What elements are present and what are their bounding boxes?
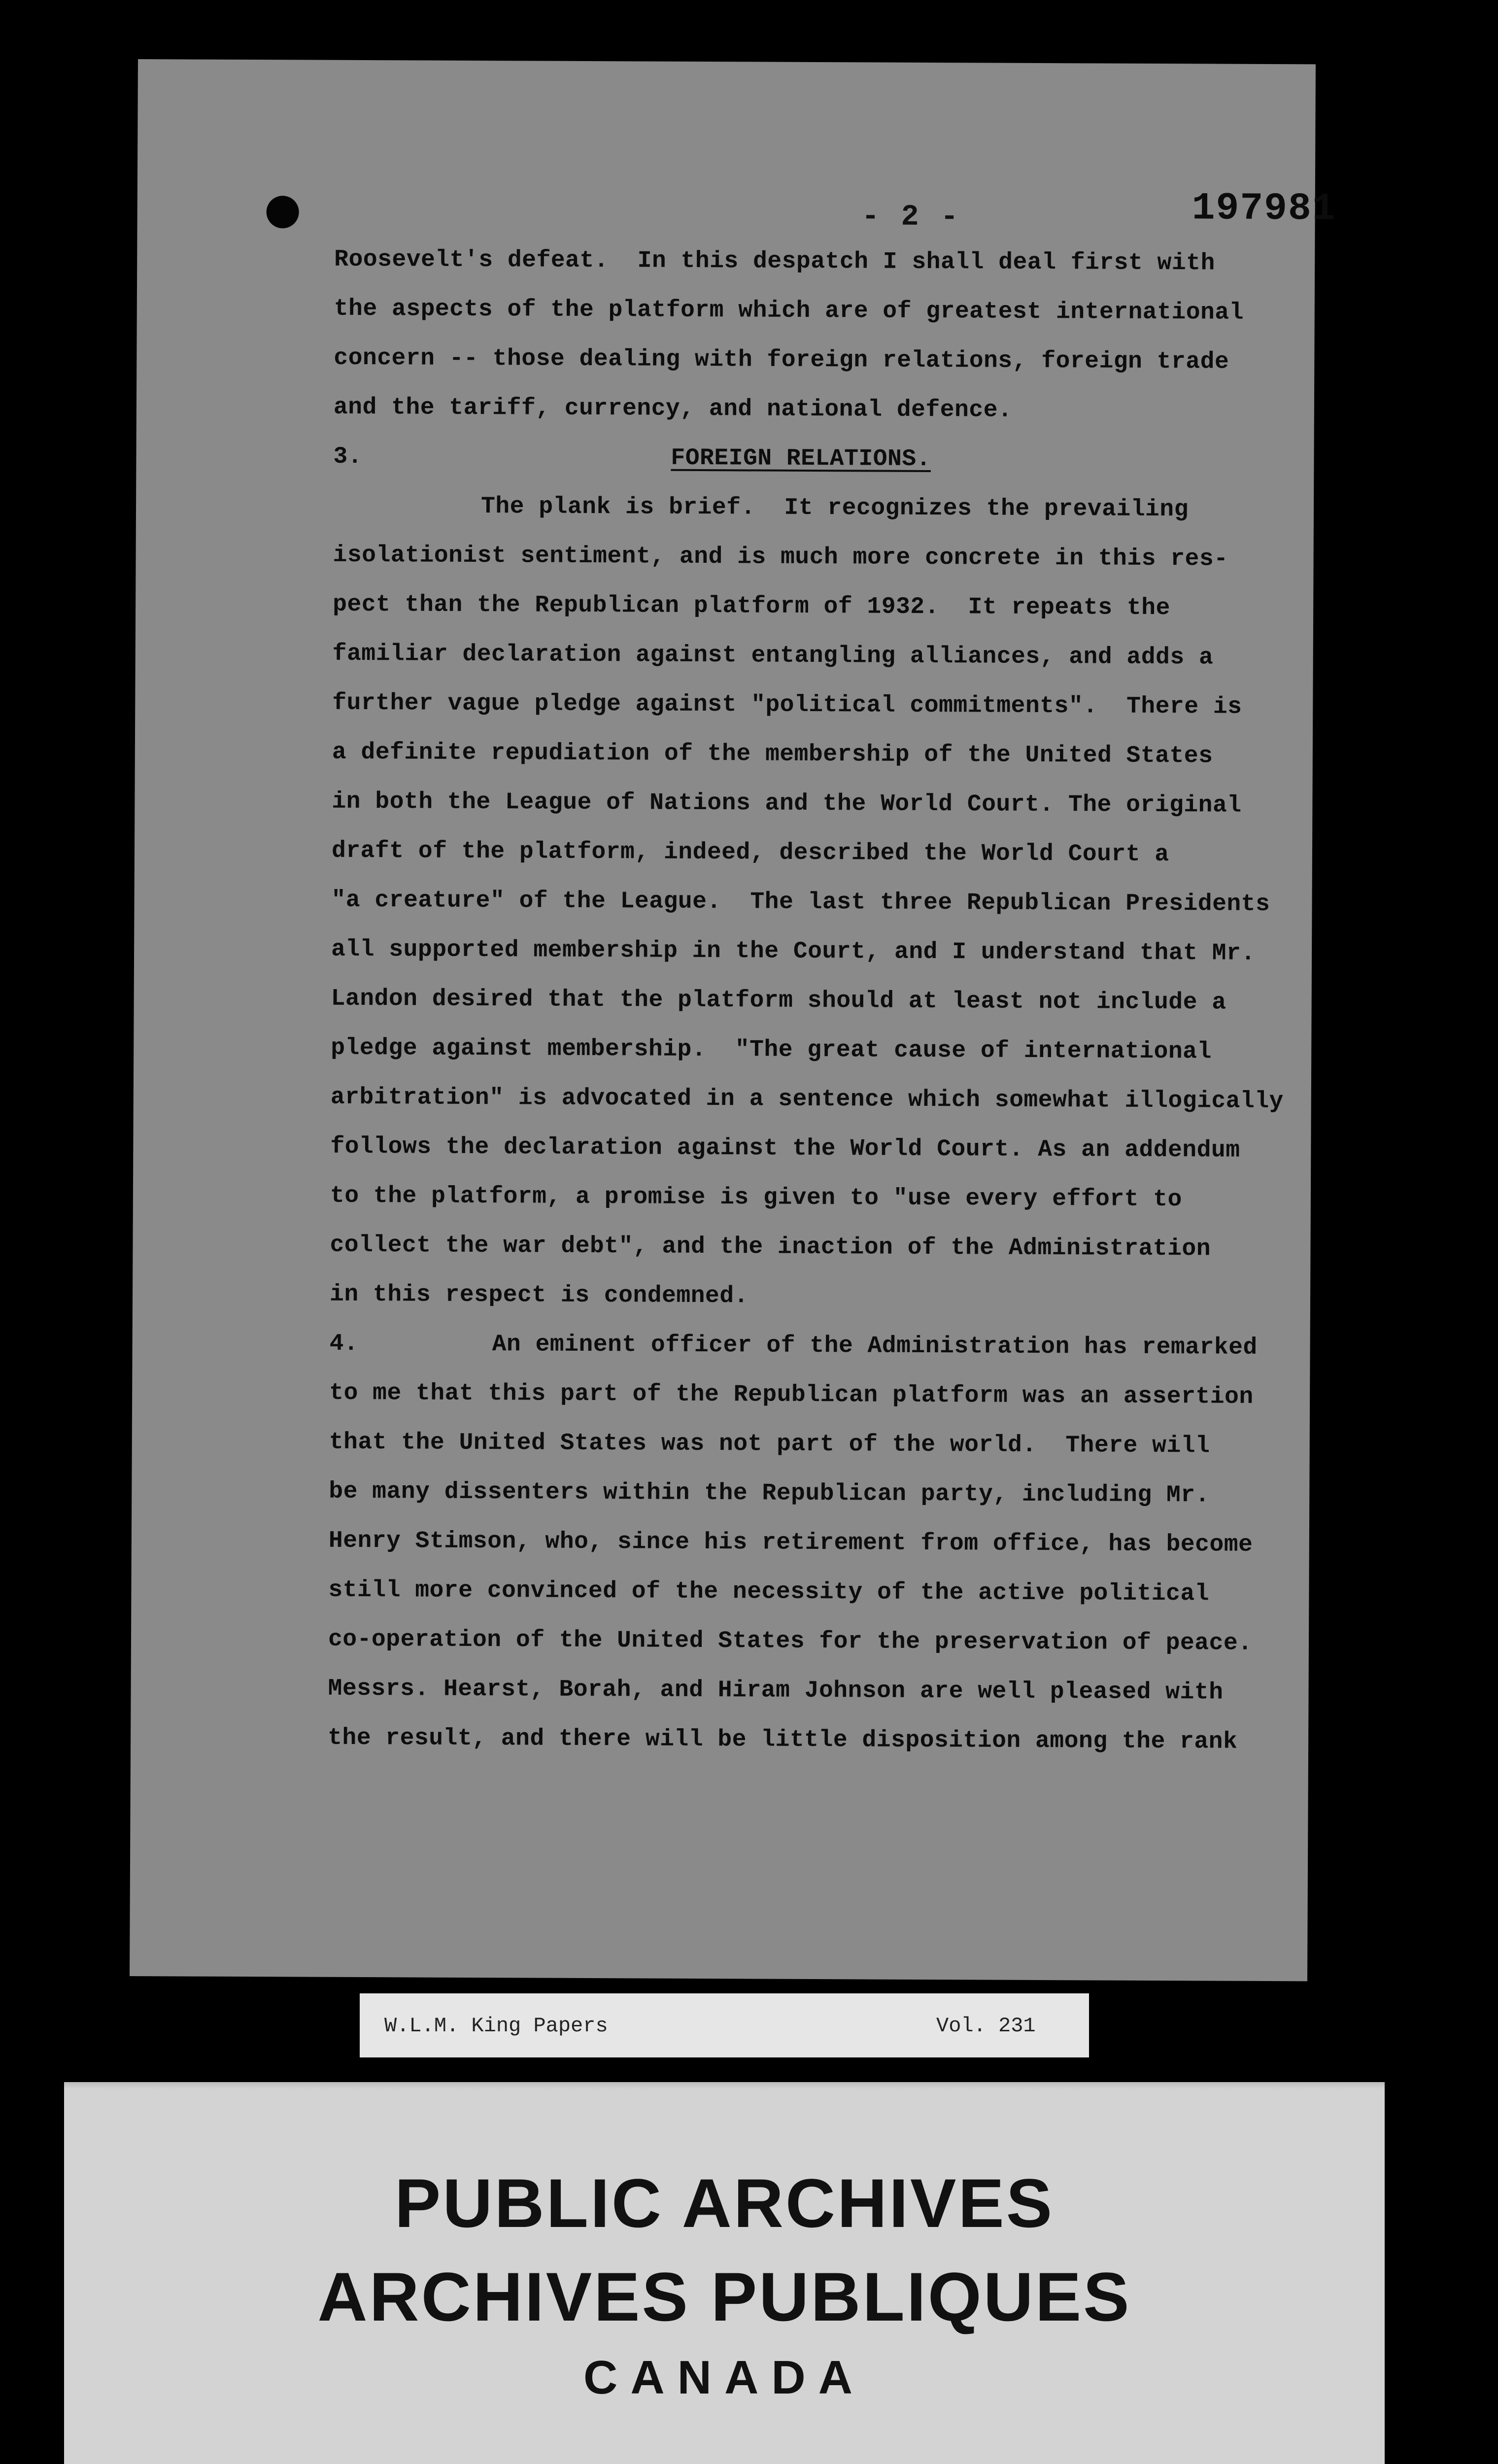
volume-number: Vol. 231	[936, 2014, 1036, 2038]
text-line: Landon desired that the platform should at least not include a	[331, 985, 1226, 1016]
paragraph-number: 4.	[329, 1330, 359, 1357]
collection-label	[360, 1993, 1089, 2057]
text-line: in both the League of Nations and the World Court. The original	[332, 788, 1242, 819]
archives-title-en: PUBLIC ARCHIVES	[394, 2164, 1055, 2242]
text-line: that the United States was not part of the world. There will	[329, 1429, 1210, 1460]
archives-title-fr: ARCHIVES PUBLIQUES	[317, 2258, 1131, 2335]
text-line: familiar declaration against entangling alliances, and adds a	[332, 640, 1214, 671]
text-line: and the tariff, currency, and national defence.	[333, 394, 1013, 424]
document-page	[130, 59, 1336, 1981]
text-line: pect than the Republican platform of 1932. It repeats the	[333, 591, 1170, 622]
text-line: An eminent officer of the Administration has remarked	[492, 1331, 1258, 1361]
text-line: still more convinced of the necessity of the active political	[328, 1576, 1210, 1608]
section-heading: FOREIGN RELATIONS.	[671, 445, 931, 473]
text-line: concern -- those dealing with foreign relations, foreign trade	[334, 344, 1229, 376]
document-id-stamp: 197981	[1192, 187, 1336, 231]
page-number: - 2 -	[861, 200, 960, 235]
text-line: follows the declaration against the World Court. As an addendum	[330, 1133, 1240, 1164]
archives-card	[64, 2082, 1385, 2464]
text-line: to me that this part of the Republican platform was an assertion	[329, 1379, 1254, 1410]
text-line: co-operation of the United States for the preservation of peace.	[328, 1626, 1253, 1657]
collection-name: W.L.M. King Papers	[384, 2014, 608, 2038]
text-line: further vague pledge against "political commitments". There is	[332, 689, 1242, 720]
text-line: The plank is brief. It recognizes the prevailing	[480, 493, 1189, 523]
text-line: Roosevelt's defeat. In this despatch I shall deal first with	[334, 246, 1215, 277]
text-line: in this respect is condemned.	[329, 1281, 749, 1310]
text-line: to the platform, a promise is given to "use every effort to	[330, 1182, 1183, 1213]
text-line: arbitration" is advocated in a sentence which somewhat illogically	[330, 1084, 1284, 1115]
text-line: Messrs. Hearst, Borah, and Hiram Johnson are well pleased with	[328, 1675, 1224, 1706]
text-line: the aspects of the platform which are of greatest international	[334, 295, 1244, 326]
text-line: all supported membership in the Court, and I understand that Mr.	[331, 936, 1256, 967]
text-line: draft of the platform, indeed, described the World Court a	[331, 837, 1169, 868]
paragraph-number: 3.	[333, 443, 363, 470]
card-edge	[64, 2082, 1385, 2089]
text-line: pledge against membership. "The great cause of international	[331, 1034, 1212, 1065]
text-line: the result, and there will be little disposition among the rank	[328, 1724, 1238, 1755]
text-line: collect the war debt", and the inaction of the Administration	[330, 1232, 1211, 1263]
archives-country: CANADA	[583, 2351, 865, 2404]
text-line: be many dissenters within the Republican party, including Mr.	[329, 1478, 1210, 1509]
text-line: "a creature" of the League. The last three Republican Presidents	[331, 887, 1270, 918]
text-line: isolationist sentiment, and is much more concrete in this res-	[333, 542, 1228, 573]
punch-hole	[267, 196, 299, 228]
text-line: a definite repudiation of the membership of the United States	[332, 739, 1213, 770]
text-line: Henry Stimson, who, since his retirement from office, has become	[328, 1527, 1253, 1558]
